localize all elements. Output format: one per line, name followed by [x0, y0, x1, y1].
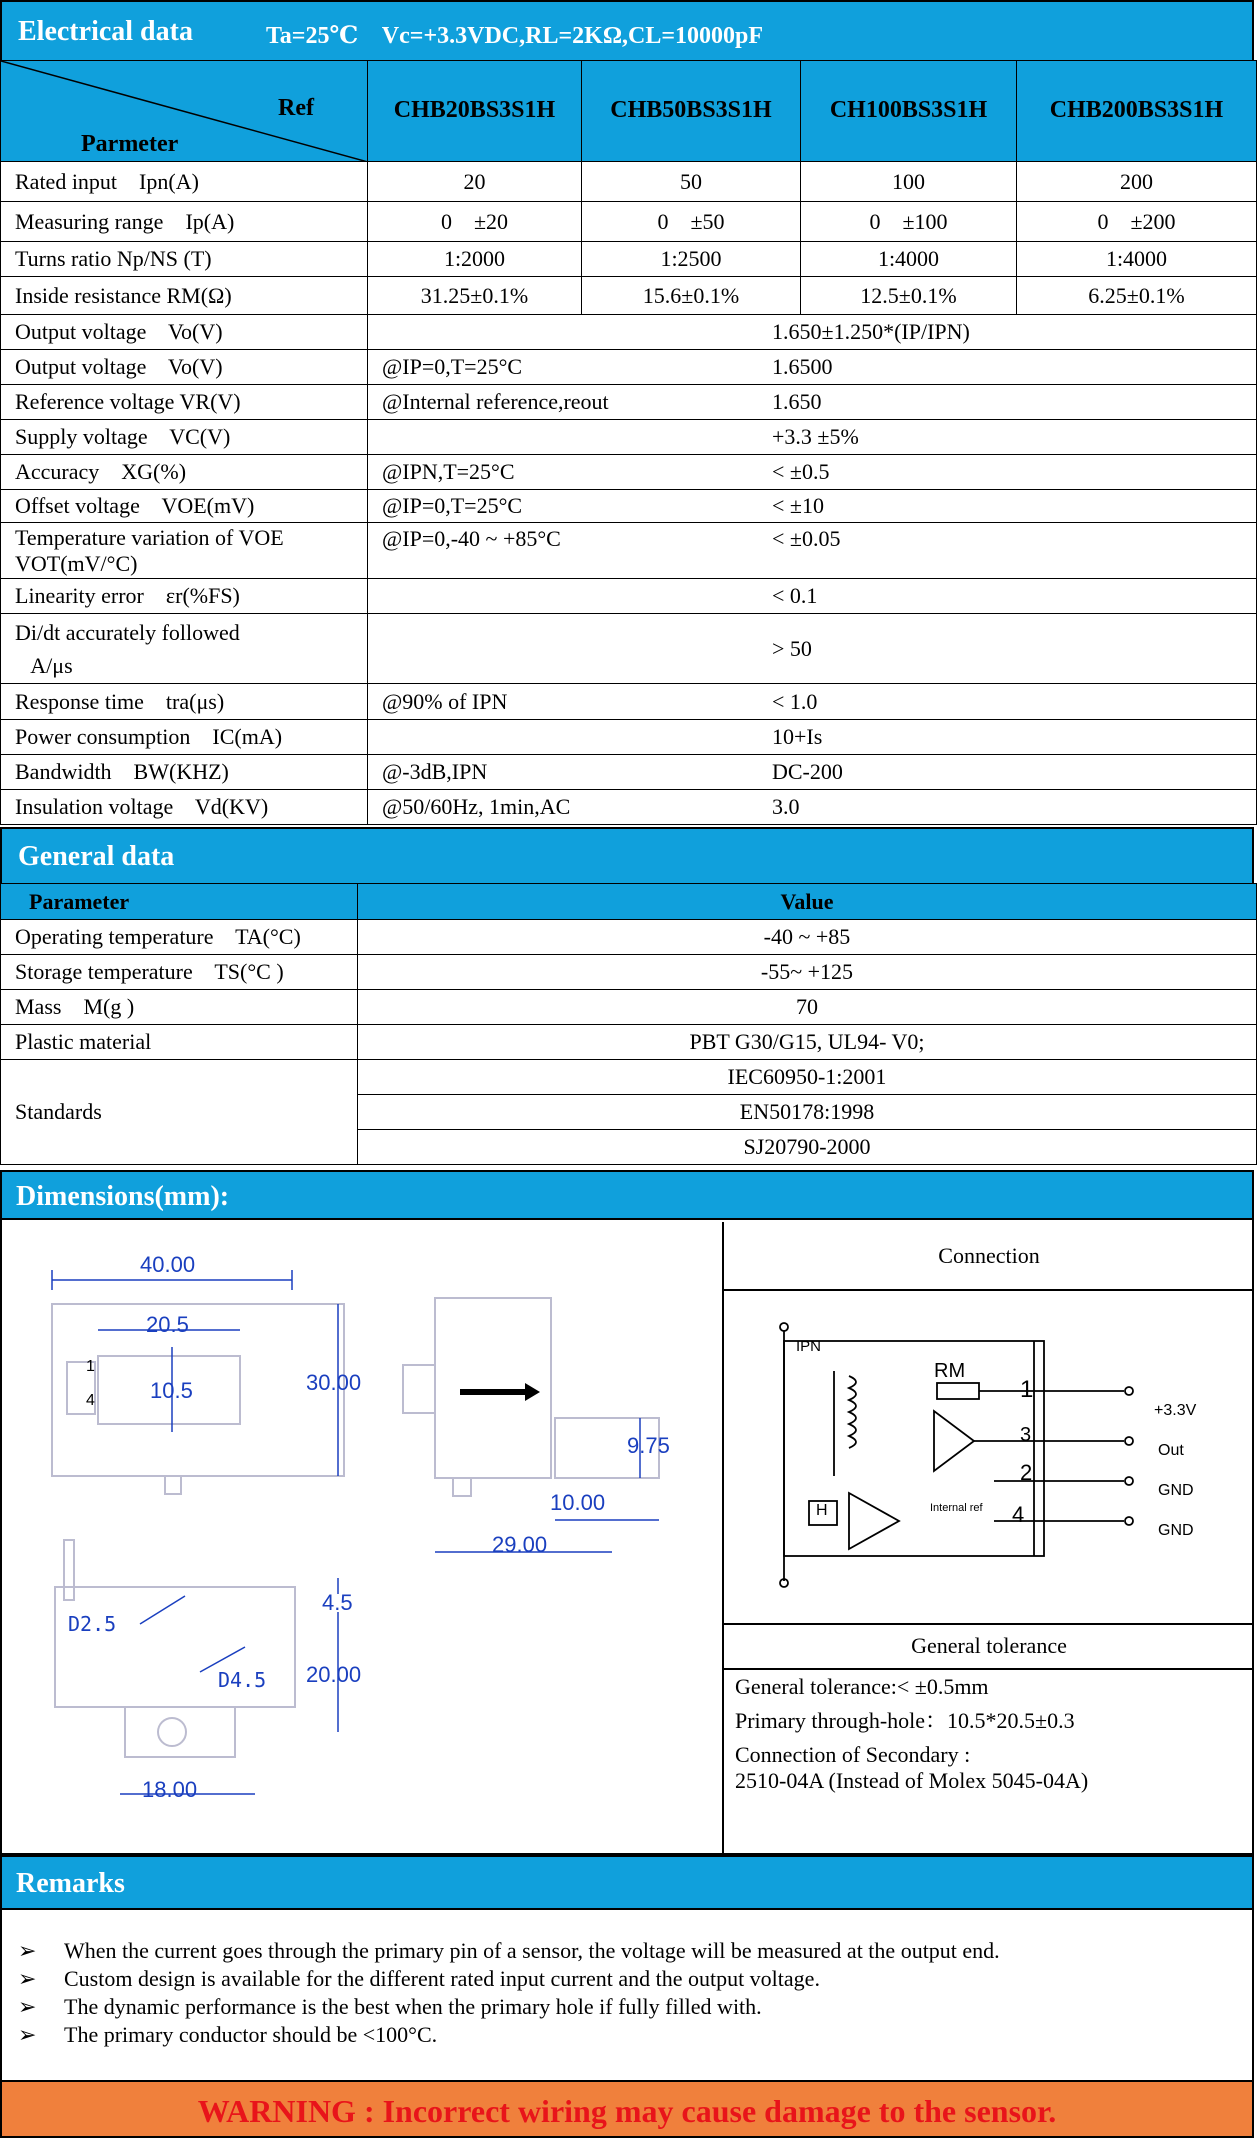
remark-text: When the current goes through the primary pin of a sensor, the voltage will be measured at the output end.: [64, 1938, 1000, 1963]
warning-banner: WARNING : Incorrect wiring may cause damage to the sensor.: [0, 2080, 1254, 2138]
table-row: [1, 790, 1257, 825]
span-value: < 0.1: [772, 583, 818, 609]
list-item: [18, 1993, 1000, 2021]
table-row: [1, 523, 1257, 579]
table-row: [1, 579, 1257, 614]
dim-4-5: 4.5: [322, 1590, 353, 1615]
table-row: [1, 1060, 1257, 1095]
model-header: CHB20BS3S1H: [368, 61, 582, 162]
table-row: [1, 755, 1257, 790]
arrow-bullet-icon: ➢: [18, 1966, 37, 1991]
param-cell: Offset voltage VOE(mV): [1, 490, 368, 523]
remarks-list: [18, 1937, 1000, 2049]
tolerance-title: General tolerance: [911, 1633, 1067, 1658]
arrow-bullet-icon: ➢: [18, 1938, 37, 1963]
table-row: [1, 277, 1257, 315]
remark-text: Custom design is available for the different rated input current and the output voltage.: [64, 1966, 820, 1991]
arrow-bullet-icon: ➢: [18, 1994, 37, 2019]
ref-label: Ref: [278, 95, 314, 121]
param-cell: Output voltage Vo(V): [1, 315, 368, 350]
param-cell: Rated input Ipn(A): [1, 162, 368, 202]
circuit-out-3v3: +3.3V: [1154, 1402, 1197, 1419]
dim-9-75: 9.75: [627, 1433, 670, 1458]
electrical-conditions: Ta=25℃ Vc=+3.3VDC,RL=2KΩ,CL=10000pF: [266, 23, 764, 49]
value-cell: 1:4000: [1017, 242, 1257, 277]
dim-d4-5: D4.5: [218, 1668, 267, 1692]
param-cell: Operating temperature TA(°C): [1, 920, 358, 955]
condition-note: @IP=0,T=25°C: [382, 354, 523, 380]
value-cell: 1:4000: [801, 242, 1017, 277]
value-cell: -55~ +125: [358, 955, 1257, 990]
param-cell: Supply voltage VC(V): [1, 420, 368, 455]
condition-note: @IP=0,T=25°C: [382, 493, 523, 519]
span-value: 1.650: [772, 389, 822, 415]
param-label: Parmeter: [81, 131, 179, 157]
param-cell: Measuring range Ip(A): [1, 202, 368, 242]
span-value: 1.650±1.250*(IP/IPN): [772, 319, 970, 345]
table-row: [1, 614, 1257, 684]
param-cell: Temperature variation of VOE VOT(mV/°C): [1, 523, 368, 579]
electrical-title: Electrical data: [18, 16, 193, 47]
span-value: < ±0.05: [772, 526, 841, 551]
value-cell: 15.6±0.1%: [582, 277, 801, 315]
value-cell: 0 ±50: [582, 202, 801, 242]
span-value: DC-200: [772, 759, 843, 785]
span-cell: [368, 755, 1257, 790]
value-cell: -40 ~ +85: [358, 920, 1257, 955]
value-cell: 0 ±20: [368, 202, 582, 242]
table-row: [1, 955, 1257, 990]
dimensions-title: Dimensions(mm):: [16, 1181, 230, 1212]
table-row: [1, 490, 1257, 523]
electrical-header-row: [1, 61, 1257, 162]
dimensions-header: [0, 1170, 1254, 1220]
span-cell: [368, 350, 1257, 385]
tolerance-divider-bottom: [724, 1668, 1254, 1670]
dim-10-5: 10.5: [150, 1378, 193, 1403]
model-header: CHB200BS3S1H: [1017, 61, 1257, 162]
table-row: [1, 420, 1257, 455]
span-value: 10+Is: [772, 724, 823, 750]
general-header-row: [1, 884, 1257, 920]
table-row: [1, 202, 1257, 242]
table-row: [1, 720, 1257, 755]
dimension-drawings: [0, 1222, 720, 1852]
param-cell: Output voltage Vo(V): [1, 350, 368, 385]
dim-20-5: 20.5: [146, 1312, 189, 1337]
table-row: [1, 990, 1257, 1025]
span-value: > 50: [772, 635, 812, 661]
electrical-table: [0, 60, 1257, 825]
table-row: [1, 455, 1257, 490]
standards-label: Standards: [1, 1060, 358, 1165]
condition-note: @IPN,T=25°C: [382, 459, 515, 485]
value-cell: 12.5±0.1%: [801, 277, 1017, 315]
circuit-rm: RM: [934, 1360, 966, 1382]
table-row: [1, 315, 1257, 350]
table-row: [1, 162, 1257, 202]
list-item: [18, 1965, 1000, 1993]
table-row: [1, 684, 1257, 720]
tolerance-divider-top: [724, 1623, 1254, 1625]
pin-1-label: 1: [86, 1358, 95, 1375]
circuit-pin-2: 2: [1020, 1460, 1033, 1485]
tolerance-text: [735, 1674, 1088, 1802]
dim-29: 29.00: [492, 1532, 548, 1557]
span-value: +3.3 ±5%: [772, 424, 859, 450]
table-row: [1, 350, 1257, 385]
value-cell: 20: [368, 162, 582, 202]
col-value: Value: [358, 884, 1257, 920]
standard-cell: SJ20790-2000: [358, 1130, 1257, 1165]
param-cell: Inside resistance RM(Ω): [1, 277, 368, 315]
tolerance-line: 2510-04A (Instead of Molex 5045-04A): [735, 1768, 1089, 1793]
pin-4-label: 4: [86, 1392, 95, 1409]
value-cell: 70: [358, 990, 1257, 1025]
tolerance-line: General tolerance:< ±0.5mm: [735, 1674, 989, 1699]
span-value: < ±0.5: [772, 459, 830, 485]
dim-20: 20.00: [306, 1662, 362, 1687]
tolerance-line: Connection of Secondary :: [735, 1742, 971, 1767]
circuit-pin-1: 1: [1020, 1376, 1034, 1403]
circuit-out-gnd: GND: [1158, 1482, 1194, 1499]
param-cell: Storage temperature TS(°C ): [1, 955, 358, 990]
connection-title: Connection: [938, 1243, 1040, 1268]
dim-40: 40.00: [140, 1252, 196, 1277]
param-cell: Bandwidth BW(KHZ): [1, 755, 368, 790]
list-item: [18, 2021, 1000, 2049]
table-row: [1, 1025, 1257, 1060]
dim-d2-5: D2.5: [68, 1612, 117, 1636]
param-cell: Di/dt accurately followed A/μs: [1, 614, 368, 684]
table-row: [1, 920, 1257, 955]
span-cell: [368, 455, 1257, 490]
param-cell: Mass M(g ): [1, 990, 358, 1025]
span-cell: [368, 720, 1257, 755]
dim-18: 18.00: [142, 1777, 198, 1802]
span-value: 3.0: [772, 794, 800, 820]
span-value: < ±10: [772, 493, 824, 519]
tolerance-line: Primary through-hole：10.5*20.5±0.3: [735, 1708, 1075, 1733]
standard-cell: IEC60950-1:2001: [358, 1060, 1257, 1095]
dim-10: 10.00: [550, 1490, 606, 1515]
span-cell: [368, 315, 1257, 350]
param-cell: Linearity error εr(%FS): [1, 579, 368, 614]
param-cell: Accuracy XG(%): [1, 455, 368, 490]
param-cell: Response time tra(μs): [1, 684, 368, 720]
table-row: [1, 385, 1257, 420]
remarks-header: [0, 1855, 1254, 1910]
condition-note: @-3dB,IPN: [382, 759, 488, 785]
list-item: [18, 1937, 1000, 1965]
circuit-pin-3: 3: [1020, 1424, 1032, 1446]
ref-param-cell: [1, 61, 368, 162]
circuit-internal-ref: Internal ref: [930, 1502, 983, 1514]
span-cell: [368, 523, 1257, 579]
param-cell: Power consumption IC(mA): [1, 720, 368, 755]
condition-note: @IP=0,-40 ~ +85°C: [382, 526, 561, 551]
condition-note: @90% of IPN: [382, 688, 508, 714]
param-cell: Turns ratio Np/NS (T): [1, 242, 368, 277]
value-cell: 0 ±200: [1017, 202, 1257, 242]
model-header: CHB50BS3S1H: [582, 61, 801, 162]
electrical-header: [0, 0, 1254, 60]
span-cell: [368, 420, 1257, 455]
value-cell: 1:2500: [582, 242, 801, 277]
value-cell: PBT G30/G15, UL94- V0;: [358, 1025, 1257, 1060]
general-table: [0, 883, 1257, 1165]
value-cell: 100: [801, 162, 1017, 202]
param-cell: Plastic material: [1, 1025, 358, 1060]
span-cell: [368, 614, 1257, 684]
remarks-title: Remarks: [16, 1868, 125, 1899]
circuit-out-gnd: GND: [1158, 1522, 1194, 1539]
col-param: Parameter: [1, 884, 358, 920]
circuit-h: H: [816, 1502, 828, 1519]
remark-text: The primary conductor should be <100°C.: [64, 2022, 438, 2047]
param-cell: Insulation voltage Vd(KV): [1, 790, 368, 825]
table-row: [1, 242, 1257, 277]
span-cell: [368, 684, 1257, 720]
value-cell: 6.25±0.1%: [1017, 277, 1257, 315]
value-cell: 31.25±0.1%: [368, 277, 582, 315]
span-cell: [368, 385, 1257, 420]
circuit-out-out: Out: [1158, 1442, 1184, 1459]
span-value: < 1.0: [772, 688, 818, 714]
dim-30: 30.00: [306, 1370, 362, 1395]
value-cell: 1:2000: [368, 242, 582, 277]
span-cell: [368, 490, 1257, 523]
general-title: General data: [18, 841, 175, 872]
standard-cell: EN50178:1998: [358, 1095, 1257, 1130]
remark-text: The dynamic performance is the best when the primary hole if fully filled with.: [64, 1994, 762, 2019]
model-header: CH100BS3S1H: [801, 61, 1017, 162]
condition-note: @50/60Hz, 1min,AC: [382, 794, 571, 820]
circuit-pin-4: 4: [1012, 1502, 1025, 1527]
general-header: [0, 827, 1254, 883]
condition-note: @Internal reference,reout: [382, 389, 609, 415]
arrow-bullet-icon: ➢: [18, 2022, 37, 2047]
param-cell: Reference voltage VR(V): [1, 385, 368, 420]
span-value: 1.6500: [772, 354, 833, 380]
span-cell: [368, 579, 1257, 614]
value-cell: 50: [582, 162, 801, 202]
span-cell: [368, 790, 1257, 825]
circuit-ipn: IPN: [796, 1338, 822, 1355]
value-cell: 200: [1017, 162, 1257, 202]
value-cell: 0 ±100: [801, 202, 1017, 242]
